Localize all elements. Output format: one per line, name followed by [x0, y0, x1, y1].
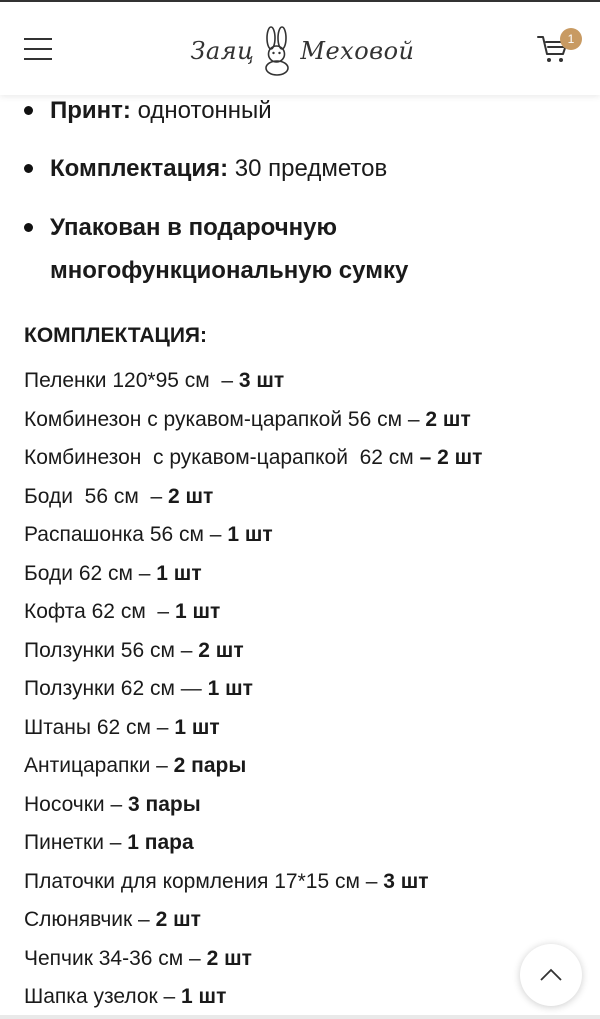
- item-name: Носочки –: [24, 792, 129, 816]
- item-quantity: 3 пары: [128, 792, 201, 816]
- list-item: [24, 516, 482, 555]
- item-name: Боди 56 см –: [24, 484, 168, 508]
- cart-count-badge: 1: [560, 28, 582, 50]
- item-quantity: 3 шт: [383, 869, 429, 893]
- item-name: Боди 62 см –: [24, 561, 157, 585]
- item-name: Пеленки 120*95 см –: [24, 369, 239, 392]
- item-name: Распашонка 56 см –: [24, 523, 228, 546]
- feature-value: 30 предметов: [228, 155, 388, 182]
- item-quantity: 1 шт: [174, 715, 220, 739]
- list-item: [24, 940, 482, 979]
- item-quantity: 2 шт: [167, 484, 214, 508]
- bottom-divider: [0, 1015, 600, 1019]
- list-item: [24, 362, 482, 401]
- list-item: [24, 478, 482, 517]
- item-name: Ползунки 56 см –: [24, 638, 199, 662]
- item-name: Комбинезон с рукавом-царапкой 56 см –: [24, 407, 426, 431]
- feature-print: [22, 89, 600, 132]
- list-item: [24, 786, 482, 825]
- scroll-to-top-button[interactable]: [520, 944, 582, 1006]
- feature-label: Комплектация:: [50, 155, 229, 182]
- cart-button[interactable]: [536, 32, 576, 72]
- item-name: Антицарапки –: [24, 754, 174, 777]
- item-quantity: 1 шт: [156, 561, 202, 585]
- list-item: [24, 670, 482, 709]
- item-quantity: 2 пары: [173, 754, 247, 777]
- store-logo[interactable]: [190, 20, 415, 82]
- logo-word-right: Меховой: [300, 37, 415, 65]
- feature-set: [22, 147, 600, 190]
- top-bar: [0, 0, 600, 95]
- list-item: [24, 555, 482, 594]
- item-name: Штаны 62 см –: [24, 715, 175, 739]
- list-item: [24, 978, 482, 1017]
- list-item: [24, 901, 482, 940]
- chevron-up-icon: [539, 968, 563, 982]
- item-name: Слюнявчик –: [24, 908, 156, 931]
- item-name: Кофта 62 см –: [24, 600, 175, 623]
- list-item: [24, 593, 482, 632]
- feature-list: [0, 89, 600, 292]
- item-quantity: 1 шт: [207, 677, 253, 700]
- item-quantity: 2 шт: [155, 908, 201, 931]
- item-quantity: 3 шт: [238, 369, 285, 392]
- item-name: Чепчик 34-36 см –: [24, 946, 207, 970]
- hamburger-menu-icon[interactable]: [24, 38, 52, 60]
- item-name: Пинетки –: [24, 831, 128, 854]
- list-item: [24, 632, 482, 671]
- item-quantity: 1 шт: [181, 985, 227, 1008]
- list-item: [24, 709, 482, 748]
- list-item: [24, 863, 482, 902]
- list-item: [24, 401, 482, 440]
- feature-packaging: [22, 206, 600, 292]
- contents-list: [24, 362, 482, 1017]
- product-description: [0, 95, 600, 1008]
- item-quantity: 1 шт: [174, 600, 221, 623]
- item-quantity: – 2 шт: [419, 446, 483, 469]
- bunny-icon: [260, 26, 294, 76]
- list-item: [24, 824, 482, 863]
- list-item: [24, 439, 482, 478]
- feature-label: Принт:: [50, 97, 131, 124]
- item-quantity: 2 шт: [206, 946, 252, 970]
- logo-word-left: Заяц: [190, 37, 255, 65]
- item-quantity: 2 шт: [198, 638, 244, 662]
- feature-value: однотонный: [130, 97, 272, 124]
- item-quantity: 1 пара: [127, 831, 194, 854]
- item-name: Комбинезон с рукавом-царапкой 62 см: [24, 446, 420, 469]
- section-title: КОМПЛЕКТАЦИЯ:: [24, 324, 208, 347]
- item-quantity: 2 шт: [425, 407, 471, 431]
- item-name: Шапка узелок –: [24, 985, 182, 1008]
- item-name: Ползунки 62 см —: [24, 677, 208, 700]
- list-item: [24, 747, 482, 786]
- item-name: Платочки для кормления 17*15 см –: [24, 869, 384, 893]
- feature-label: Упакован в подарочную многофункциональную сумку: [50, 214, 409, 284]
- item-quantity: 1 шт: [227, 523, 273, 546]
